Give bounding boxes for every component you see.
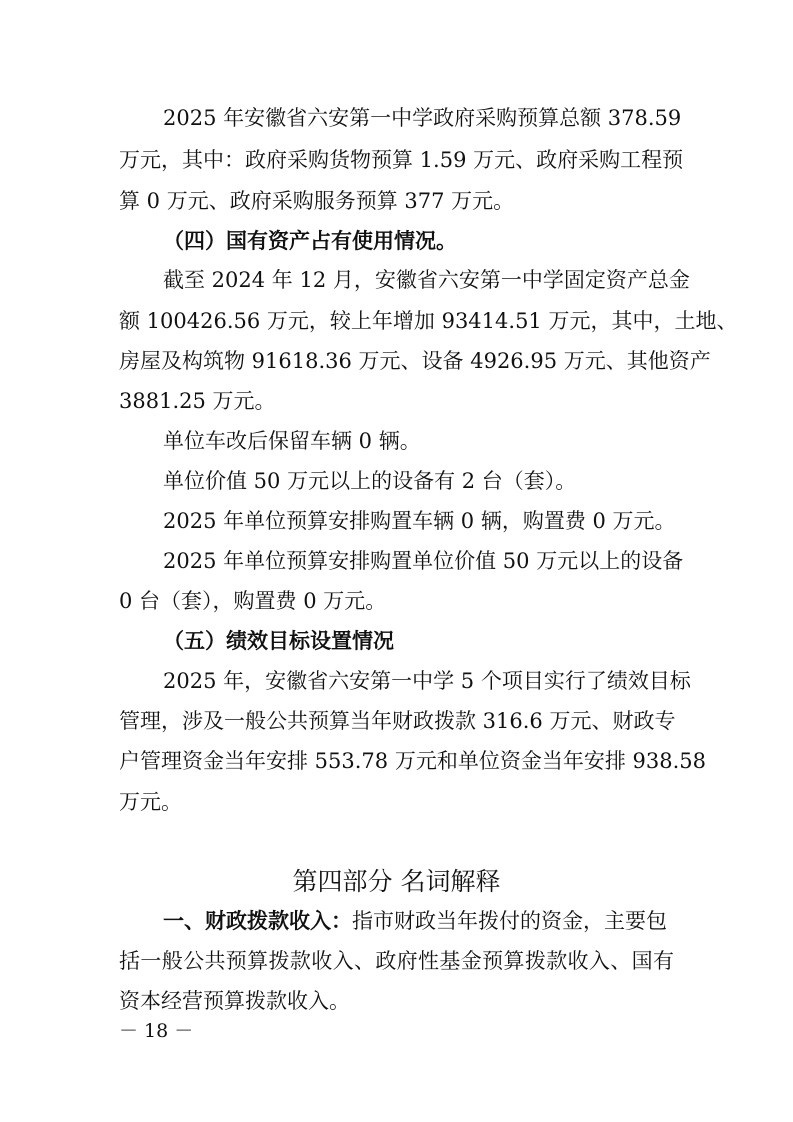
term-text: 指市财政当年拨付的资金，主要包 — [352, 909, 667, 933]
vehicles-retained: 单位车改后保留车辆 0 辆。 — [163, 429, 421, 453]
procurement-line-1: 2025 年安徽省六安第一中学政府采购预算总额 378.59 — [163, 106, 682, 130]
performance-line-4: 万元。 — [119, 790, 182, 814]
assets-line-4: 3881.25 万元。 — [119, 389, 276, 413]
page-number: － 18 － — [119, 1020, 194, 1042]
equipment-purchase-budget-line-2: 0 台（套），购置费 0 万元。 — [119, 589, 387, 613]
term-definition-line-1 — [163, 907, 667, 935]
performance-line-1: 2025 年，安徽省六安第一中学 5 个项目实行了绩效目标 — [163, 669, 691, 693]
equipment-purchase-budget-line-1: 2025 年单位预算安排购置单位价值 50 万元以上的设备 — [163, 549, 684, 573]
term-definition-line-2: 括一般公共预算拨款收入、政府性基金预算拨款收入、国有 — [119, 949, 674, 973]
assets-line-1: 截至 2024 年 12 月，安徽省六安第一中学固定资产总金 — [163, 268, 690, 292]
procurement-line-2: 万元，其中：政府采购货物预算 1.59 万元、政府采购工程预 — [119, 148, 684, 172]
procurement-line-3: 算 0 万元、政府采购服务预算 377 万元。 — [119, 189, 515, 213]
section-heading-assets: （四）国有资产占有使用情况。 — [163, 229, 457, 253]
assets-line-2: 额 100426.56 万元，较上年增加 93414.51 万元，其中，土地、 — [119, 309, 738, 333]
part-title: 第四部分 名词解释 — [292, 867, 501, 896]
performance-line-2: 管理，涉及一般公共预算当年财政拨款 316.6 万元、财政专 — [119, 709, 676, 733]
section-heading-performance: （五）绩效目标设置情况 — [163, 629, 394, 653]
term-definition-line-3: 资本经营预算拨款收入。 — [119, 989, 350, 1013]
term-label: 一、财政拨款收入： — [163, 909, 352, 933]
vehicle-purchase-budget: 2025 年单位预算安排购置车辆 0 辆，购置费 0 万元。 — [163, 509, 676, 533]
assets-line-3: 房屋及构筑物 91618.36 万元、设备 4926.95 万元、其他资产 — [119, 349, 711, 373]
performance-line-3: 户管理资金当年安排 553.78 万元和单位资金当年安排 938.58 — [119, 749, 706, 773]
equipment-count: 单位价值 50 万元以上的设备有 2 台（套）。 — [163, 469, 577, 493]
